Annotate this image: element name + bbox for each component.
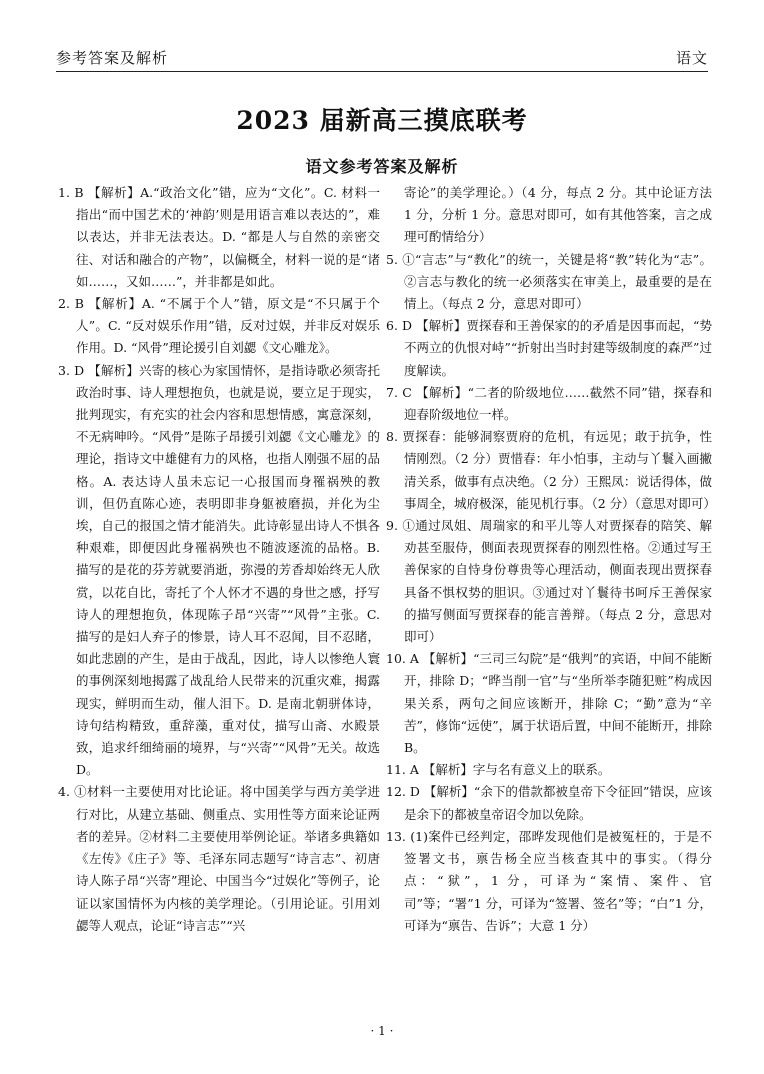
- answer-item: 6. D 【解析】贾探春和王善保家的的矛盾是因事而起，“势不两立的仇恨对峙”“折射出当时封建等级制度的森严”过度解读。: [386, 318, 712, 378]
- answer-item: 13. (1)案件已经判定，邵晔发现他们是被冤枉的，于是不签署文书，禀告杨全应当核查其中的事实。（得分点：“狱”，1 分，可译为“案情、案件、官司”等；“署”1 分，可译为“签署、签名”等；“白”1 分，可译为“禀告、告诉”；大意 1 分）: [386, 828, 712, 933]
- header-right-label: 语文: [675, 49, 708, 67]
- left-column: [58, 182, 380, 937]
- answer-item: 5. ①“言志”与“教化”的统一，关键是将“教”转化为“志”。②言志与教化的统一必须落实在审美上，最重要的是在情上。（每点 2 分，意思对即可）: [386, 251, 712, 312]
- page-subtitle: 语文参考答案及解析: [305, 157, 459, 176]
- answer-item: 4. ①材料一主要使用对比论证。将中国美学与西方美学进行对比，从建立基础、侧重点、实用性等方面来论证两者的差异。②材料二主要使用举例论证。举诸多典籍如《左传》《庄子》等、毛泽东同志题写“诗言志”、初唐诗人陈子昂“兴寄”理论、中国当今“过娱化”等例子，论证以家国情怀为内核的美学理论。（引用论证。引用刘勰等人观点，论证“诗言志”“兴: [58, 784, 380, 933]
- header-left-label: 参考答案及解析: [56, 49, 169, 67]
- page-header: [56, 44, 708, 68]
- page-number: · 1 ·: [370, 1024, 394, 1038]
- answer-item: 3. D 【解析】兴寄的核心为家国情怀，是指诗歌必须寄托政治时事、诗人理想抱负，也就是说，要立足于现实，批判现实，有充实的社会内容和思想情感，寓意深刻，不无病呻吟。“风骨”是陈子昂援引刘勰《文心雕龙》的理论，指诗文中雄健有力的风格，也指人刚强不屈的品格。A. 表达诗人虽未忘记一心报国而身罹祸殃的教训，但仍直陈心迹，表明即非身躯被磨损，并化为尘埃，自己的报国之情才能消失。此诗彰显出诗人不惧各种艰难，即便因此身罹祸殃也不随波逐流的品格。B. 描写的是花的芬芳就要消逝，弥漫的芳香却始终无人欣赏，以花自比，寄托了个人怀才不遇的身世之感，抒写诗人的理想抱负，体现陈子昂“兴寄”“风骨”主张。C. 描写的是妇人弃子的惨景，诗人耳不忍闻，目不忍睹，如此悲剧的产生，是由于战乱，因此，诗人以惨绝人寰的事例深刻地揭露了战乱给人民带来的沉重灾难，揭露现实，鲜明而生动，催人泪下。D. 是南北朝骈体诗，诗句结构精致，重辞藻，重对仗，描写山斋、水殿景致，追求纤细绮丽的境界，与“兴寄”“风骨”无关。故选 D。: [58, 362, 380, 778]
- answer-item: 7. C 【解析】“二者的阶级地位……截然不同”错，探春和迎春阶级地位一样。: [386, 384, 712, 423]
- answer-item: 1. B 【解析】A.“政治文化”错，应为“文化”。C. 材料一指出“而中国艺术的‘神韵’则是用语言难以表达的”，难以表达，并非无法表达。D. “都是人与自然的亲密交往、对话和融合的产物”，以偏概全，材料一说的是“诸如……，又如……”，并非都是如此。: [58, 185, 380, 289]
- page-title: 2023 届新高三摸底联考: [236, 106, 528, 135]
- answer-item: 10. A 【解析】“三司三勾院”是“俄判”的宾语，中间不能断开，排除 D；“晔当削一官”与“坐所举李随犯赃”构成因果关系，两句之间应该断开，排除 C；“勤”意为“辛苦”，修饰“远使”，属于状语后置，中间不能断开，排除 B。: [386, 651, 712, 756]
- header-divider: [56, 71, 708, 72]
- answer-item: 2. B 【解析】A. “不属于个人”错，原文是“不只属于个人”。C. “反对娱乐作用”错，反对过娱，并非反对娱乐作用。D. “风骨”理论援引自刘勰《文心雕龙》。: [58, 296, 380, 356]
- answer-item-continued: 寄论”的美学理论。）（4 分，每点 2 分。其中论证方法 1 分，分析 1 分。意思对即可，如有其他答案，言之成理可酌情给分）: [404, 185, 712, 245]
- answer-item: 12. D 【解析】“余下的借款都被皇帝下令征回”错误，应该是余下的都被皇帝诏令加以免除。: [386, 784, 712, 822]
- answer-item: 8. 贾探春：能够洞察贾府的危机，有远见；敢于抗争，性情刚烈。（2 分）贾惜春：年小怕事，主动与丫鬟入画撇清关系，做事有点决绝。（2 分）王熙凤：说话得体，做事周全，城府极深，能见机行事。（2 分）（意思对即可）: [386, 429, 716, 511]
- right-column: [386, 182, 716, 937]
- answer-item: 11. A 【解析】字与名有意义上的联系。: [386, 762, 611, 778]
- answer-item: 9. ①通过凤姐、周瑞家的和平儿等人对贾探春的陪笑、解劝甚至服侍，侧面表现贾探春的刚烈性格。②通过写王善保家的自恃身份尊贵等心理活动，侧面表现出贾探春具备不惧权势的胆识。③通过对丫鬟待书呵斥王善保家的描写侧面写贾探春的能言善辩。（每点 2 分，意思对即可）: [386, 518, 712, 645]
